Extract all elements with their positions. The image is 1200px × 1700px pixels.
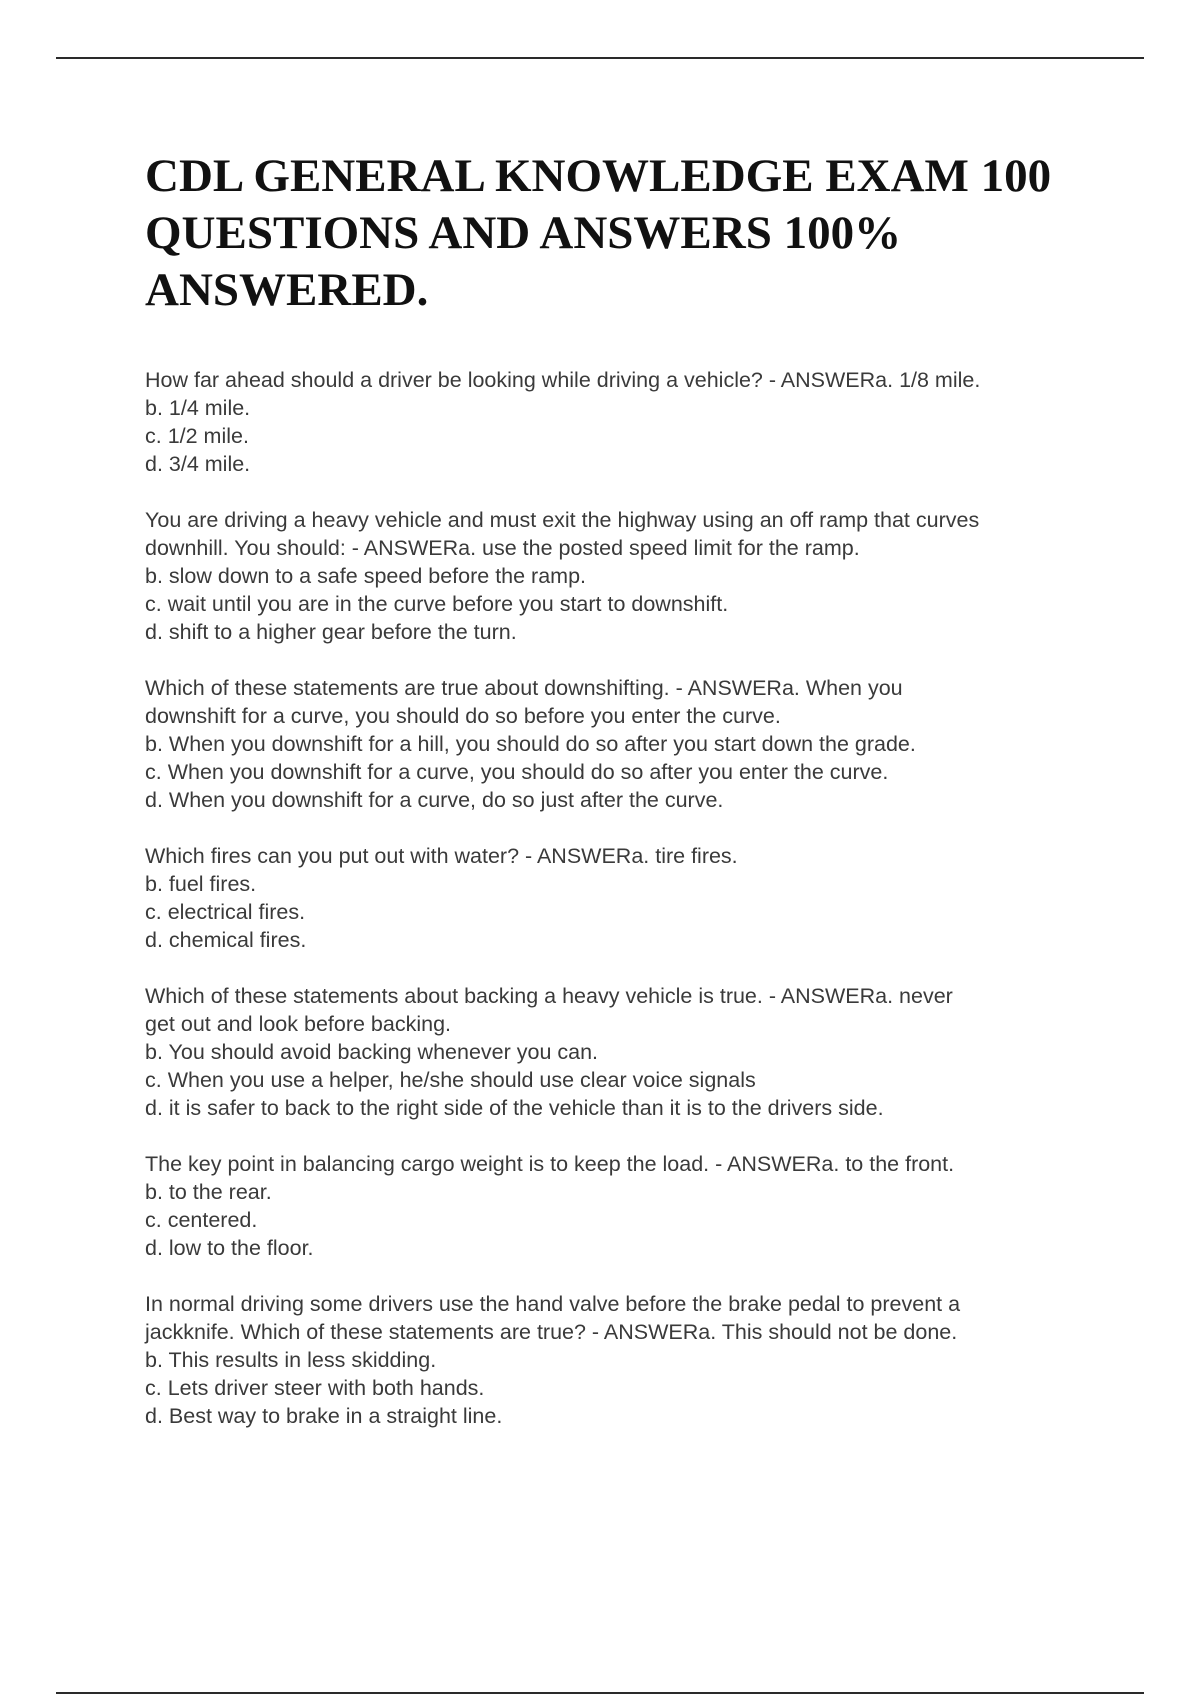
answer-option: d. Best way to brake in a straight line. — [145, 1404, 503, 1428]
footer-rule — [56, 1692, 1144, 1694]
question-text: downhill. You should: - ANSWERa. use the posted speed limit for the ramp. — [145, 536, 860, 560]
answer-option: b. This results in less skidding. — [145, 1348, 437, 1372]
answer-option: c. 1/2 mile. — [145, 424, 249, 448]
answer-option: c. Lets driver steer with both hands. — [145, 1376, 485, 1400]
answer-option: b. fuel fires. — [145, 872, 257, 896]
title-line: ANSWERED. — [145, 264, 429, 316]
answer-option: b. slow down to a safe speed before the ramp. — [145, 564, 587, 588]
question-block — [145, 1290, 1105, 1430]
document-title — [145, 148, 1105, 319]
answer-option: d. low to the floor. — [145, 1236, 314, 1260]
question-text: get out and look before backing. — [145, 1012, 451, 1036]
answer-option: b. You should avoid backing whenever you can. — [145, 1040, 599, 1064]
answer-option: d. 3/4 mile. — [145, 452, 251, 476]
answer-option: d. chemical fires. — [145, 928, 307, 952]
answer-option: c. electrical fires. — [145, 900, 306, 924]
answer-option: c. wait until you are in the curve before you start to downshift. — [145, 592, 729, 616]
question-text: How far ahead should a driver be looking while driving a vehicle? - ANSWERa. 1/8 mile. — [145, 368, 981, 392]
question-block — [145, 982, 1105, 1122]
question-block — [145, 366, 1105, 478]
question-block — [145, 842, 1105, 954]
title-line: CDL GENERAL KNOWLEDGE EXAM 100 — [145, 150, 1052, 202]
question-block — [145, 674, 1105, 814]
answer-option: b. 1/4 mile. — [145, 396, 251, 420]
answer-option: c. When you use a helper, he/she should use clear voice signals — [145, 1068, 756, 1092]
answer-option: c. When you downshift for a curve, you should do so after you enter the curve. — [145, 760, 889, 784]
question-list — [145, 366, 1105, 1458]
answer-option: d. it is safer to back to the right side of the vehicle than it is to the drivers side. — [145, 1096, 884, 1120]
question-block — [145, 1150, 1105, 1262]
answer-option: d. When you downshift for a curve, do so just after the curve. — [145, 788, 724, 812]
title-line: QUESTIONS AND ANSWERS 100% — [145, 207, 902, 259]
answer-option: d. shift to a higher gear before the turn. — [145, 620, 517, 644]
question-text: Which fires can you put out with water? - ANSWERa. tire fires. — [145, 844, 738, 868]
question-text: downshift for a curve, you should do so before you enter the curve. — [145, 704, 781, 728]
question-text: In normal driving some drivers use the hand valve before the brake pedal to prevent a — [145, 1292, 961, 1316]
question-block — [145, 506, 1105, 646]
answer-option: b. When you downshift for a hill, you should do so after you start down the grade. — [145, 732, 916, 756]
question-text: The key point in balancing cargo weight is to keep the load. - ANSWERa. to the front. — [145, 1152, 955, 1176]
answer-option: c. centered. — [145, 1208, 258, 1232]
answer-option: b. to the rear. — [145, 1180, 272, 1204]
question-text: Which of these statements are true about downshifting. - ANSWERa. When you — [145, 676, 903, 700]
question-text: Which of these statements about backing a heavy vehicle is true. - ANSWERa. never — [145, 984, 953, 1008]
question-text: jackknife. Which of these statements are true? - ANSWERa. This should not be done. — [145, 1320, 958, 1344]
question-text: You are driving a heavy vehicle and must exit the highway using an off ramp that curves — [145, 508, 980, 532]
header-rule — [56, 57, 1144, 59]
